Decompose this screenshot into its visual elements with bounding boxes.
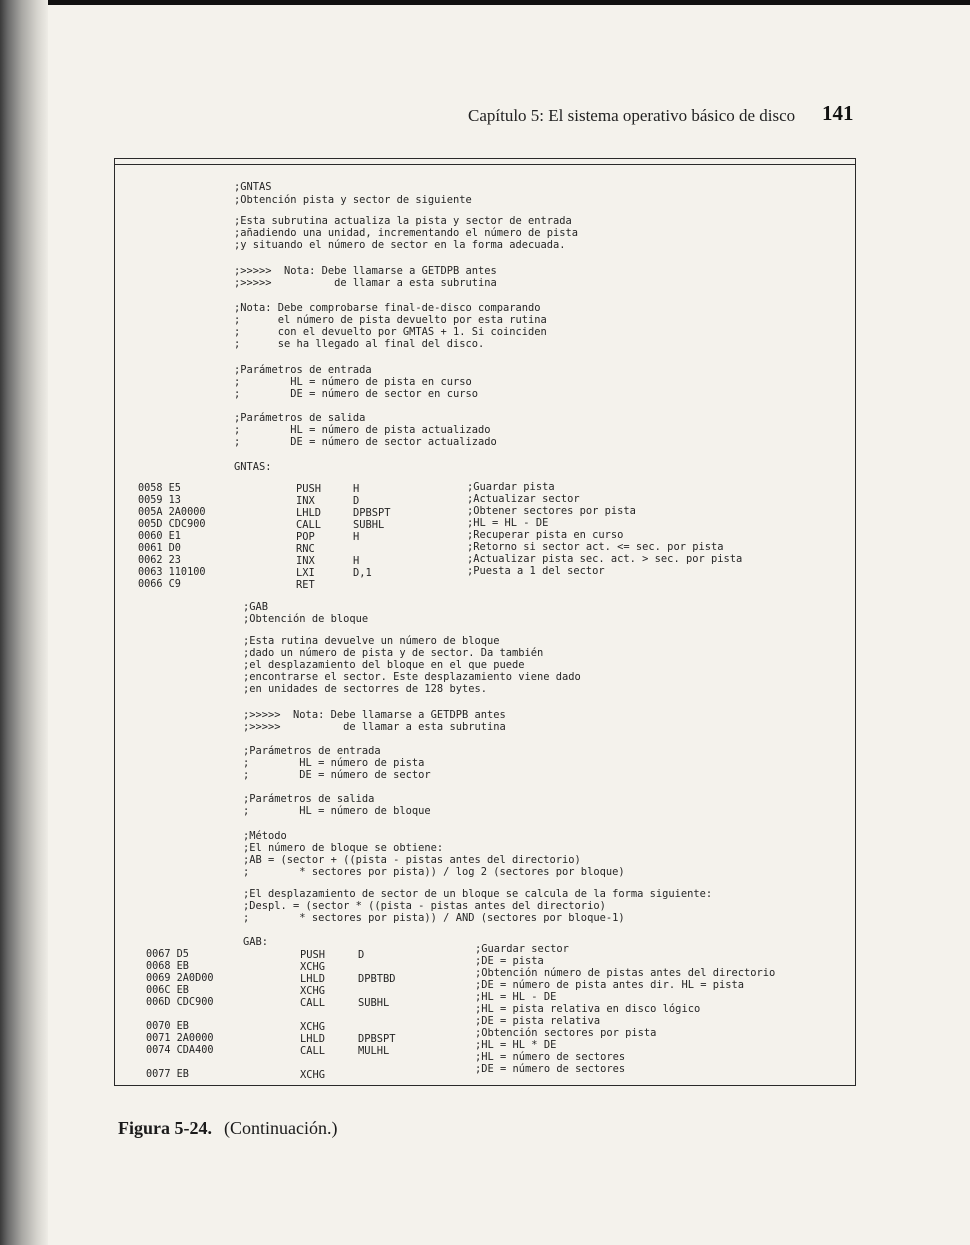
code-line: ;Esta subrutina actualiza la pista y sector de entrada — [234, 215, 572, 227]
figure-caption — [118, 1118, 337, 1139]
code-line: H — [353, 531, 360, 543]
code-line: ;>>>>> de llamar a esta subrutina — [243, 721, 506, 733]
code-line: ;en unidades de sectorres de 128 bytes. — [243, 683, 487, 695]
code-address-line: 0058 E5 — [138, 483, 181, 494]
code-line: ;el desplazamiento del bloque en el que puede — [243, 659, 525, 671]
code-line: D — [358, 949, 365, 961]
code-line: ;encontrarse el sector. Este desplazamiento viene dado — [243, 671, 581, 683]
code-line: XCHG — [300, 1021, 326, 1033]
code-line: ; HL = número de pista en curso — [234, 376, 472, 388]
code-line: RET — [296, 579, 315, 591]
code-line: CALL — [296, 519, 322, 531]
code-line: ;Guardar pista — [467, 481, 555, 493]
code-line: ;Retorno si sector act. <= sec. por pista — [467, 541, 724, 553]
code-address-line: 0066 C9 — [138, 579, 181, 590]
code-line: DPBSPT — [358, 1033, 396, 1045]
code-line: ;HL = HL * DE — [475, 1039, 557, 1051]
code-line: ; * sectores por pista)) / AND (sectores por bloque-1) — [243, 912, 625, 924]
code-address-line: 0068 EB — [146, 961, 189, 972]
code-line: ;Nota: Debe comprobarse final-de-disco comparando — [234, 302, 541, 314]
code-line: ;y situando el número de sector en la forma adecuada. — [234, 239, 566, 251]
code-line: DPBTBD — [358, 973, 396, 985]
code-line: CALL — [300, 1045, 326, 1057]
code-address-line: 0074 CDA400 — [146, 1045, 214, 1056]
code-line: ; HL = número de pista actualizado — [234, 424, 491, 436]
code-line: ;Actualizar sector — [467, 493, 580, 505]
code-address-line: 0071 2A0000 — [146, 1033, 214, 1044]
code-line: ;añadiendo una unidad, incrementando el número de pista — [234, 227, 579, 239]
page-number: 141 — [822, 101, 854, 125]
code-line: ;HL = pista relativa en disco lógico — [475, 1003, 701, 1015]
figure-top-rule — [115, 164, 855, 165]
code-line: INX — [296, 495, 315, 507]
page-top-edge — [0, 0, 970, 5]
code-line: ;Recuperar pista en curso — [467, 529, 624, 541]
code-line: ; DE = número de sector — [243, 769, 431, 781]
code-address-line: 005A 2A0000 — [138, 507, 206, 518]
code-line: INX — [296, 555, 315, 567]
code-line: ;El desplazamiento de sector de un bloque se calcula de la forma siguiente: — [243, 888, 713, 900]
code-line: ;>>>>> Nota: Debe llamarse a GETDPB antes — [243, 709, 506, 721]
code-address-line: 006C EB — [146, 985, 189, 996]
code-line: ;DE = pista — [475, 955, 544, 967]
code-line: PUSH — [300, 949, 326, 961]
code-line: ; HL = número de pista — [243, 757, 425, 769]
running-head: Capítulo 5: El sistema operativo básico de disco — [468, 106, 796, 125]
code-line: ;>>>>> de llamar a esta subrutina — [234, 277, 497, 289]
code-line: ;DE = número de sectores — [475, 1063, 626, 1075]
code-line: ;HL = HL - DE — [475, 991, 557, 1003]
code-line: ;Obtener sectores por pista — [467, 505, 636, 517]
code-line: ; DE = número de sector en curso — [234, 388, 478, 400]
book-spine-shadow — [0, 0, 48, 1245]
code-address-line: 006D CDC900 — [146, 997, 214, 1008]
code-line: XCHG — [300, 985, 326, 997]
caption-label: Figura 5-24. — [118, 1118, 212, 1138]
code-line: H — [353, 483, 360, 495]
code-address-line: 0077 EB — [146, 1069, 189, 1080]
code-line: CALL — [300, 997, 326, 1009]
code-address-line: 0060 E1 — [138, 531, 181, 542]
code-line: ;DE = pista relativa — [475, 1015, 601, 1027]
code-line: ;Parámetros de salida — [243, 793, 375, 805]
code-line: ;AB = (sector + ((pista - pistas antes del directorio) — [243, 854, 581, 866]
code-line: ; el número de pista devuelto por esta rutina — [234, 314, 547, 326]
code-line: GAB: — [243, 936, 269, 948]
code-line: ; * sectores por pista)) / log 2 (sectores por bloque) — [243, 866, 625, 878]
code-line: ; DE = número de sector actualizado — [234, 436, 497, 448]
code-line: POP — [296, 531, 315, 543]
code-line: ;El número de bloque se obtiene: — [243, 842, 444, 854]
code-line: SUBHL — [358, 997, 390, 1009]
code-address-line: 0062 23 — [138, 555, 181, 566]
code-line: ;GNTAS — [234, 181, 272, 193]
code-line: ;Parámetros de entrada — [234, 364, 372, 376]
code-line: LHLD — [296, 507, 322, 519]
code-line: MULHL — [358, 1045, 390, 1057]
code-line: XCHG — [300, 1069, 326, 1081]
code-line: ; se ha llegado al final del disco. — [234, 338, 485, 350]
code-line: ;Parámetros de salida — [234, 412, 366, 424]
code-line: ;HL = número de sectores — [475, 1051, 626, 1063]
code-address-line: 0067 D5 — [146, 949, 189, 960]
caption-text: (Continuación.) — [224, 1118, 338, 1138]
code-line: XCHG — [300, 961, 326, 973]
code-address-line: 0061 D0 — [138, 543, 181, 554]
code-line: ;Obtención pista y sector de siguiente — [234, 194, 472, 206]
code-line: GNTAS: — [234, 461, 272, 473]
code-line: LHLD — [300, 1033, 326, 1045]
code-line: ;Despl. = (sector * ((pista - pistas antes del directorio) — [243, 900, 606, 912]
code-address-line: 0059 13 — [138, 495, 181, 506]
code-line: ;Obtención número de pistas antes del directorio — [475, 967, 776, 979]
code-line: ;Parámetros de entrada — [243, 745, 381, 757]
code-line: LXI — [296, 567, 315, 579]
code-line: ;Esta rutina devuelve un número de bloque — [243, 635, 500, 647]
code-line: ; con el devuelto por GMTAS + 1. Si coinciden — [234, 326, 547, 338]
code-line: ;Obtención de bloque — [243, 613, 369, 625]
code-line: ;Guardar sector — [475, 943, 569, 955]
code-address-line: 0069 2A0D00 — [146, 973, 214, 984]
code-line: ;>>>>> Nota: Debe llamarse a GETDPB antes — [234, 265, 497, 277]
code-line: H — [353, 555, 360, 567]
code-address-line: 005D CDC900 — [138, 519, 206, 530]
code-line: ;dado un número de pista y de sector. Da también — [243, 647, 544, 659]
code-line: ; HL = número de bloque — [243, 805, 431, 817]
code-line: ;Método — [243, 830, 287, 842]
code-line: DPBSPT — [353, 507, 391, 519]
code-line: ;Puesta a 1 del sector — [467, 565, 605, 577]
code-address-line: 0070 EB — [146, 1021, 189, 1032]
code-address-line: 0063 110100 — [138, 567, 206, 578]
code-line: ;GAB — [243, 601, 269, 613]
code-line: PUSH — [296, 483, 322, 495]
code-line: LHLD — [300, 973, 326, 985]
code-line: ;Actualizar pista sec. act. > sec. por pista — [467, 553, 743, 565]
code-line: ;HL = HL - DE — [467, 517, 549, 529]
code-line: D — [353, 495, 360, 507]
code-line: ;DE = número de pista antes dir. HL = pista — [475, 979, 744, 991]
code-line: RNC — [296, 543, 315, 555]
code-line: SUBHL — [353, 519, 385, 531]
code-line: ;Obtención sectores por pista — [475, 1027, 657, 1039]
code-line: D,1 — [353, 567, 372, 579]
